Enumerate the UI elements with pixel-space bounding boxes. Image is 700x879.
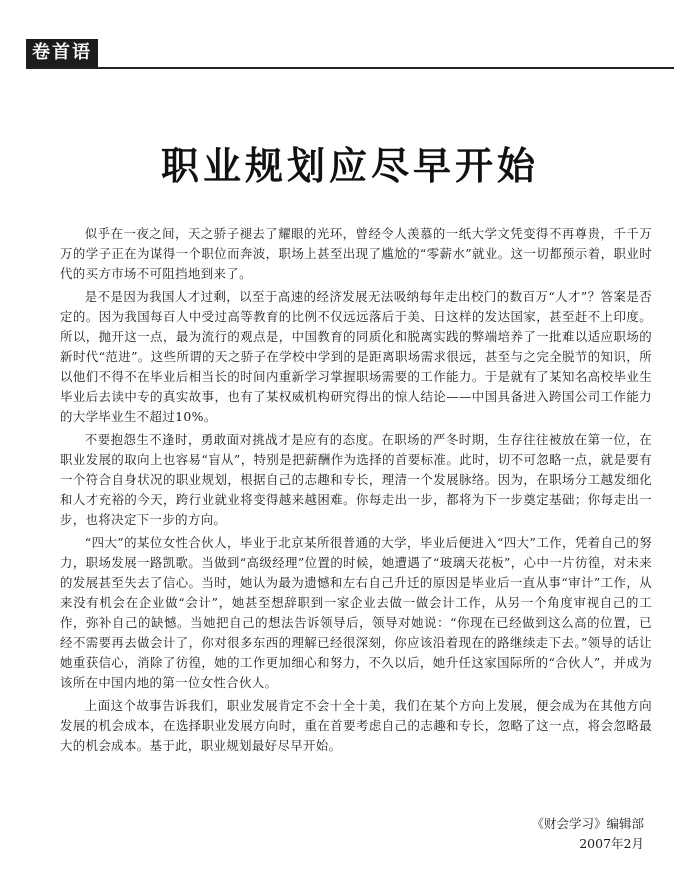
signature-editor: 《财会学习》编辑部 xyxy=(531,816,644,831)
signature-date: 2007年2月 xyxy=(579,836,644,851)
paragraph-4: “四大”的某位女性合伙人，毕业于北京某所很普通的大学，毕业后便进入“四大”工作，凭着自己的努力，职场发展一路凯歌。当做到“高级经理”位置的时候，她遭遇了“玻璃天花板”，心中一片彷徨，对未来的发展甚至失去了信心。当时，她认为最为遗憾和左右自己升迁的原因是毕业后一直从事“审计”工作，从来没有机会在企业做“会计”，她甚至想辞职到一家企业去做一做会计工作，从另一个角度审视自己的工作，弥补自己的缺憾。当她把自己的想法告诉领导后，领导对她说：“你现在已经做到这么高的位置，已经不需要再去做会计了，你对很多东西的理解已经很深刻，你应该沿着现在的路继续走下去。”领导的话让她重获信心，消除了彷徨，她的工作更加细心和努力，不久以后，她升任这家国际所的“合伙人”，并成为该所在中国内地的第一位女性合伙人。 xyxy=(60,535,652,690)
paragraph-2: 是不是因为我国人才过剩，以至于高速的经济发展无法吸纳每年走出校门的数百万“人才”？答案是否定的。因为我国每百人中受过高等教育的比例不仅远远落后于美、日这样的发达国家，甚至赶不上印度。所以，抛开这一点，最为流行的观点是，中国教育的同质化和脱离实践的弊端培养了一批难以适应职场的新时代“范进”。这些所谓的天之骄子在学校中学到的是距离职场需求很远，甚至与之完全脱节的知识，所以他们不得不在毕业后相当长的时间内重新学习掌握职场需要的工作能力。于是就有了某知名高校毕业生毕业后去读中专的真实故事，也有了某权威机构研究得出的惊人结论——中国具备进入跨国公司工作能力的大学毕业生不超过10%。 xyxy=(60,289,652,424)
paragraph-5: 上面这个故事告诉我们，职业发展肯定不会十全十美，我们在某个方向上发展，便会成为在其他方向发展的机会成本，在选择职业发展方向时，重在首要考虑自己的志趣和专长，忽略了这一点，将会忽略最大的机会成本。基于此，职业规划最好尽早开始。 xyxy=(60,698,652,753)
article-title: 职业规划应尽早开始 xyxy=(160,144,539,188)
header-rule xyxy=(26,67,674,69)
paragraph-3: 不要抱怨生不逢时，勇敢面对挑战才是应有的态度。在职场的严冬时期，生存往往被放在第一位，在职业发展的取向上也容易“盲从”，特别是把薪酬作为选择的首要标准。此时，切不可忽略一点，就是要有一个符合自身状况的职业规划，根据自己的志趣和专长，理清一个发展脉络。因为，在职场分工越发细化和人才充裕的今天，跨行业就业将变得越来越困难。你每走出一步，都将为下一步奠定基础；你每走出一步，也将决定下一步的方向。 xyxy=(60,432,652,527)
article-body xyxy=(60,224,652,759)
section-label: 卷首语 xyxy=(26,39,98,67)
signature-block xyxy=(531,814,644,854)
paragraph-1: 似乎在一夜之间，天之骄子褪去了耀眼的光环，曾经令人羡慕的一纸大学文凭变得不再尊贵，千千万万的学子正在为谋得一个职位而奔波，职场上甚至出现了尴尬的“零薪水”就业。这一切都预示着，职业时代的买方市场不可阻挡地到来了。 xyxy=(60,226,652,281)
